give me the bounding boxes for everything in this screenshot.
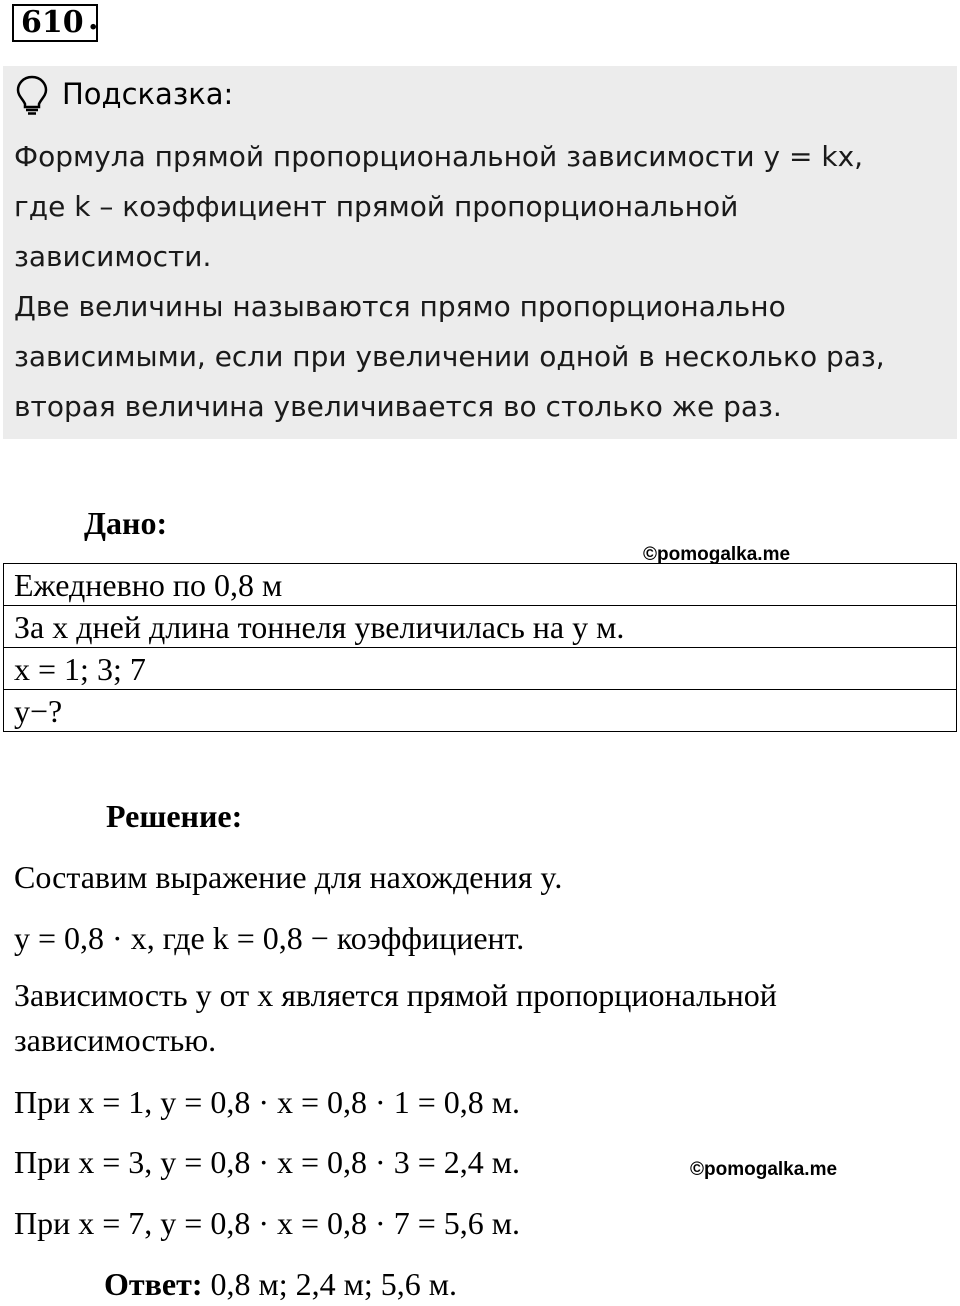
hint-line: Две величины называются прямо пропорционально: [14, 290, 786, 323]
solution-line: зависимостью.: [14, 1022, 217, 1058]
given-cell: y−?: [4, 690, 957, 732]
hint-line: Формула прямой пропорциональной зависимости y = kx,: [14, 140, 864, 173]
solution-line: y = 0,8 · x, где k = 0,8 − коэффициент.: [14, 920, 525, 956]
hint-line: где k – коэффициент прямой пропорциональной: [14, 190, 739, 223]
given-title: Дано:: [84, 505, 168, 541]
answer-value: 0,8 м; 2,4 м; 5,6 м.: [202, 1266, 457, 1302]
solution-line: При x = 1, y = 0,8 · x = 0,8 · 1 = 0,8 м.: [14, 1084, 520, 1120]
watermark: ©pomogalka.me: [643, 544, 791, 565]
given-table: [3, 563, 957, 732]
task-number: 610: [12, 4, 98, 42]
lightbulb-icon: [14, 74, 50, 116]
solution-line: При x = 3, y = 0,8 · x = 0,8 · 3 = 2,4 м.: [14, 1144, 520, 1180]
solution-line: Составим выражение для нахождения y.: [14, 859, 563, 895]
table-row: [4, 690, 957, 732]
solution-line: Зависимость y от x является прямой пропорциональной: [14, 977, 777, 1013]
table-row: [4, 564, 957, 606]
solution-title: Решение:: [106, 798, 243, 834]
hint-line: зависимости.: [14, 240, 212, 273]
table-row: [4, 648, 957, 690]
hint-title: Подсказка:: [62, 77, 234, 111]
table-row: [4, 606, 957, 648]
given-cell: За x дней длина тоннеля увеличилась на y м.: [4, 606, 957, 648]
solution-line: При x = 7, y = 0,8 · x = 0,8 · 7 = 5,6 м.: [14, 1205, 520, 1241]
task-number-dot: .: [88, 2, 99, 37]
given-cell: x = 1; 3; 7: [4, 648, 957, 690]
answer-label: Ответ:: [104, 1266, 203, 1302]
given-cell: Ежедневно по 0,8 м: [4, 564, 957, 606]
answer: [104, 1266, 457, 1303]
hint-line: вторая величина увеличивается во столько же раз.: [14, 390, 782, 423]
hint-line: зависимыми, если при увеличении одной в несколько раз,: [14, 340, 885, 373]
watermark: ©pomogalka.me: [690, 1159, 838, 1180]
